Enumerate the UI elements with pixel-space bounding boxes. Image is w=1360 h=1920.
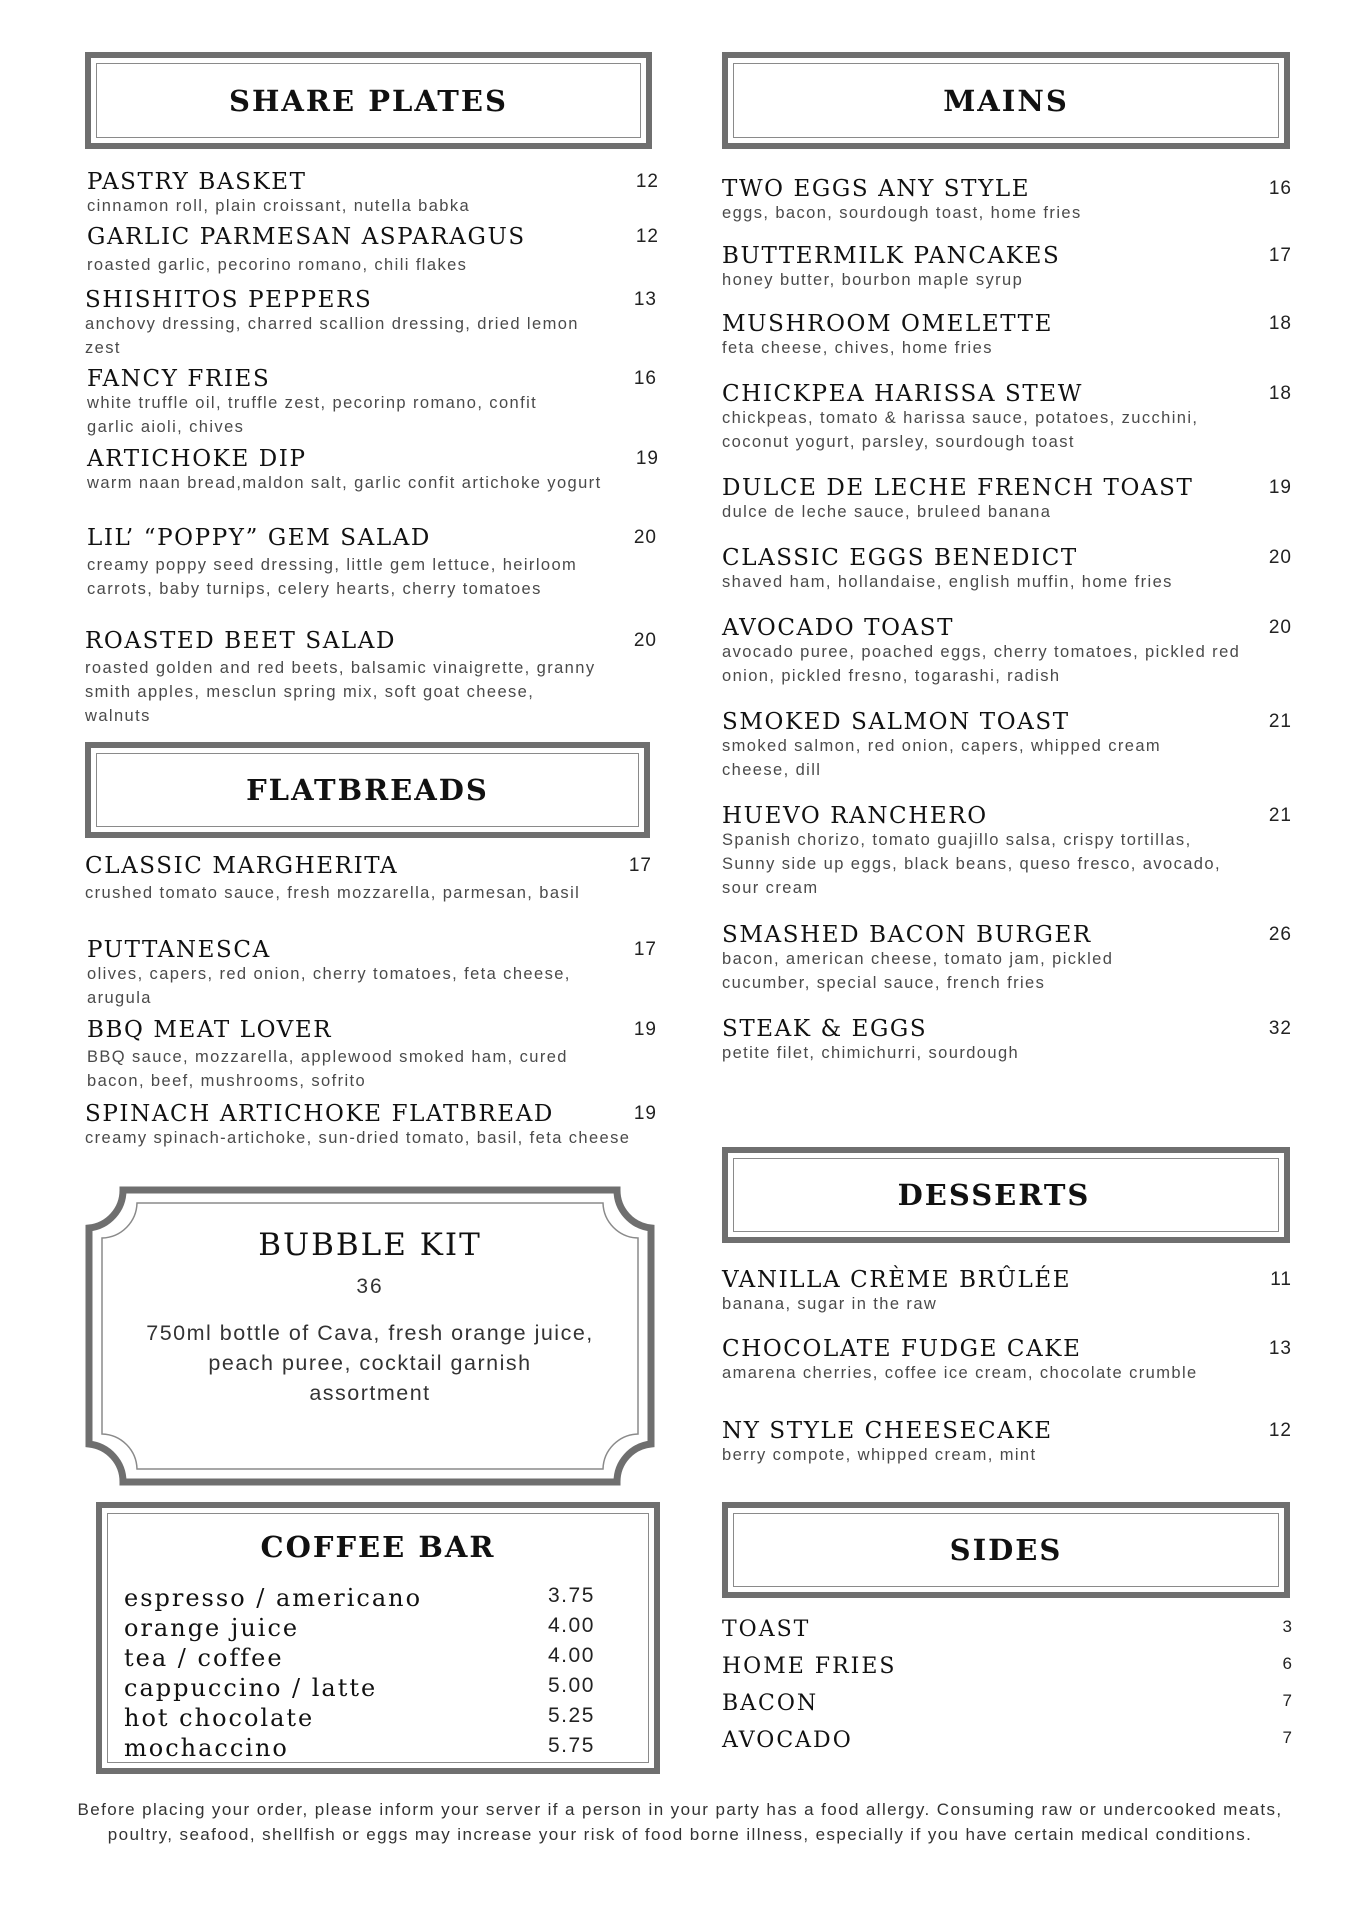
menu-item xyxy=(87,1016,657,1093)
item-description: petite filet, chimichurri, sourdough xyxy=(722,1044,1020,1062)
desserts-header xyxy=(722,1147,1290,1243)
bubble-kit-card xyxy=(85,1186,655,1486)
menu-item xyxy=(722,1417,1292,1467)
item-price: 12 xyxy=(1268,1420,1292,1441)
item-description: shaved ham, hollandaise, english muffin, home fries xyxy=(722,573,1173,591)
coffee-item xyxy=(124,1674,610,1704)
menu-item xyxy=(87,223,659,277)
side-item-name: TOAST xyxy=(722,1617,811,1642)
menu-item xyxy=(85,1100,657,1150)
item-description: white truffle oil, truffle zest, pecorinp romano, confit garlic aioli, chives xyxy=(87,394,538,436)
coffee-bar-card xyxy=(96,1502,660,1774)
item-price: 19 xyxy=(633,1103,657,1124)
coffee-item-name: mochaccino xyxy=(124,1734,289,1762)
share-plates-header xyxy=(85,52,652,149)
item-name: SMASHED BACON BURGER xyxy=(722,922,1092,948)
side-item-name: HOME FRIES xyxy=(722,1654,897,1679)
share-plates-title: SHARE PLATES xyxy=(229,83,508,118)
bubble-kit-title: BUBBLE KIT xyxy=(258,1227,482,1263)
item-name: SPINACH ARTICHOKE FLATBREAD xyxy=(85,1101,554,1127)
menu-item xyxy=(722,614,1292,688)
item-name: SHISHITOS PEPPERS xyxy=(85,287,373,313)
item-name: PUTTANESCA xyxy=(87,937,271,963)
item-name: HUEVO RANCHERO xyxy=(722,803,988,829)
item-description: Spanish chorizo, tomato guajillo salsa, crispy tortillas, Sunny side up eggs, black beans, queso fresco, avocado, sour cream xyxy=(722,831,1221,897)
item-name: TWO EGGS ANY STYLE xyxy=(722,176,1031,202)
coffee-item-price: 5.00 xyxy=(548,1674,595,1697)
item-price: 21 xyxy=(1268,711,1292,732)
menu-item xyxy=(85,286,657,360)
item-price: 17 xyxy=(633,939,657,960)
item-price: 19 xyxy=(1268,477,1292,498)
menu-item xyxy=(85,852,657,905)
item-price: 11 xyxy=(1270,1269,1292,1290)
coffee-item-name: tea / coffee xyxy=(124,1644,284,1672)
allergy-disclaimer: Before placing your order, please inform your server if a person in your party has a food allergy. Consuming raw or undercooked meats, poultry, seafood, shellfish or eggs may increase your risk of food borne illness, especially if you have certain medical conditions. xyxy=(77,1800,1283,1844)
coffee-item xyxy=(124,1704,610,1734)
item-description: feta cheese, chives, home fries xyxy=(722,339,993,357)
item-description: chickpeas, tomato & harissa sauce, potatoes, zucchini, coconut yogurt, parsley, sourdough toast xyxy=(722,409,1199,451)
item-name: NY STYLE CHEESECAKE xyxy=(722,1418,1053,1444)
side-item-price: 6 xyxy=(1282,1654,1292,1673)
item-description: amarena cherries, coffee ice cream, chocolate crumble xyxy=(722,1364,1198,1382)
item-name: VANILLA CRÈME BRÛLÉE xyxy=(722,1267,1072,1293)
mains-title: MAINS xyxy=(943,83,1069,118)
item-name: DULCE DE LECHE FRENCH TOAST xyxy=(722,475,1194,501)
side-item xyxy=(722,1728,1292,1758)
coffee-item xyxy=(124,1614,610,1644)
coffee-item-price: 4.00 xyxy=(548,1644,595,1667)
item-name: ROASTED BEET SALAD xyxy=(85,628,397,654)
sides-header xyxy=(722,1502,1290,1598)
item-price: 26 xyxy=(1268,924,1292,945)
item-name: CHICKPEA HARISSA STEW xyxy=(722,381,1083,407)
item-name: BBQ MEAT LOVER xyxy=(87,1017,333,1043)
item-name: AVOCADO TOAST xyxy=(722,615,955,641)
item-description: banana, sugar in the raw xyxy=(722,1295,938,1313)
side-item xyxy=(722,1617,1292,1647)
menu-item xyxy=(722,310,1292,360)
item-price: 20 xyxy=(633,630,657,651)
menu-item xyxy=(722,242,1292,292)
side-item-price: 7 xyxy=(1282,1691,1292,1710)
coffee-item xyxy=(124,1584,610,1614)
sides-title: SIDES xyxy=(949,1533,1063,1567)
item-price: 17 xyxy=(1268,245,1292,266)
item-description: warm naan bread,maldon salt, garlic confit artichoke yogurt xyxy=(87,474,602,492)
item-price: 17 xyxy=(628,855,652,876)
menu-item xyxy=(722,544,1292,594)
bubble-kit-price: 36 xyxy=(356,1275,384,1298)
menu-item xyxy=(722,175,1292,225)
item-description: roasted garlic, pecorino romano, chili flakes xyxy=(87,256,468,274)
item-price: 16 xyxy=(1268,178,1292,199)
item-price: 19 xyxy=(633,1019,657,1040)
item-description: eggs, bacon, sourdough toast, home fries xyxy=(722,204,1082,222)
item-name: PASTRY BASKET xyxy=(87,169,307,195)
item-price: 12 xyxy=(635,171,659,192)
item-description: avocado puree, poached eggs, cherry tomatoes, pickled red onion, pickled fresno, togarashi, radish xyxy=(722,643,1241,685)
item-description: honey butter, bourbon maple syrup xyxy=(722,271,1024,289)
item-name: CLASSIC MARGHERITA xyxy=(85,853,399,879)
item-name: CLASSIC EGGS BENEDICT xyxy=(722,545,1078,571)
menu-item xyxy=(87,445,659,495)
item-description: BBQ sauce, mozzarella, applewood smoked ham, cured bacon, beef, mushrooms, sofrito xyxy=(87,1048,568,1090)
item-description: berry compote, whipped cream, mint xyxy=(722,1446,1037,1464)
item-price: 12 xyxy=(635,226,659,247)
item-price: 13 xyxy=(1268,1338,1292,1359)
menu-item xyxy=(722,474,1292,524)
menu-item xyxy=(722,380,1292,454)
mains-header xyxy=(722,52,1290,149)
coffee-item-price: 5.25 xyxy=(548,1704,595,1727)
item-name: FANCY FRIES xyxy=(87,366,271,392)
item-name: MUSHROOM OMELETTE xyxy=(722,311,1053,337)
item-name: LIL’ “POPPY” GEM SALAD xyxy=(87,525,431,551)
menu-item xyxy=(87,365,657,439)
item-description: olives, capers, red onion, cherry tomatoes, feta cheese, arugula xyxy=(87,965,571,1007)
menu-item xyxy=(722,1266,1292,1316)
coffee-item-name: orange juice xyxy=(124,1614,300,1642)
item-name: BUTTERMILK PANCAKES xyxy=(722,243,1061,269)
item-description: smoked salmon, red onion, capers, whipped cream cheese, dill xyxy=(722,737,1162,779)
flatbreads-title: FLATBREADS xyxy=(246,773,489,807)
item-name: STEAK & EGGS xyxy=(722,1016,928,1042)
item-price: 20 xyxy=(1268,617,1292,638)
item-price: 20 xyxy=(1268,547,1292,568)
side-item-name: BACON xyxy=(722,1691,819,1716)
item-name: GARLIC PARMESAN ASPARAGUS xyxy=(87,224,526,250)
menu-item xyxy=(87,936,657,1010)
menu-item xyxy=(722,708,1292,782)
item-name: SMOKED SALMON TOAST xyxy=(722,709,1070,735)
item-price: 18 xyxy=(1268,383,1292,404)
menu-item xyxy=(722,802,1292,900)
coffee-item-price: 5.75 xyxy=(548,1734,595,1757)
side-item-price: 3 xyxy=(1282,1617,1292,1636)
coffee-bar-title: COFFEE BAR xyxy=(260,1530,496,1564)
item-description: roasted golden and red beets, balsamic vinaigrette, granny smith apples, mesclun spring mix, soft goat cheese, walnuts xyxy=(85,659,596,725)
item-price: 18 xyxy=(1268,313,1292,334)
item-price: 32 xyxy=(1268,1018,1292,1039)
coffee-item-price: 4.00 xyxy=(548,1614,595,1637)
menu-item xyxy=(722,921,1292,995)
menu-item xyxy=(87,168,659,218)
item-description: crushed tomato sauce, fresh mozzarella, parmesan, basil xyxy=(85,884,581,902)
side-item xyxy=(722,1654,1292,1684)
menu-item xyxy=(85,627,657,728)
coffee-item xyxy=(124,1644,610,1674)
flatbreads-header xyxy=(85,742,650,838)
item-name: ARTICHOKE DIP xyxy=(87,446,307,472)
item-description: creamy spinach-artichoke, sun-dried tomato, basil, feta cheese xyxy=(85,1129,631,1147)
item-name: CHOCOLATE FUDGE CAKE xyxy=(722,1336,1082,1362)
item-price: 13 xyxy=(633,289,657,310)
item-description: creamy poppy seed dressing, little gem lettuce, heirloom carrots, baby turnips, celery hearts, cherry tomatoes xyxy=(87,556,578,598)
item-price: 16 xyxy=(633,368,657,389)
item-description: bacon, american cheese, tomato jam, pickled cucumber, special sauce, french fries xyxy=(722,950,1114,992)
coffee-item-price: 3.75 xyxy=(548,1584,595,1607)
coffee-item-name: cappuccino / latte xyxy=(124,1674,378,1702)
bubble-kit-description: 750ml bottle of Cava, fresh orange juice, peach puree, cocktail garnish assortment xyxy=(146,1321,594,1405)
desserts-title: DESSERTS xyxy=(897,1178,1091,1212)
menu-item xyxy=(722,1335,1292,1385)
item-description: cinnamon roll, plain croissant, nutella babka xyxy=(87,197,471,215)
coffee-item-name: espresso / americano xyxy=(124,1584,423,1612)
item-description: anchovy dressing, charred scallion dressing, dried lemon zest xyxy=(85,315,579,357)
side-item-name: AVOCADO xyxy=(722,1728,853,1753)
item-price: 19 xyxy=(635,448,659,469)
item-price: 21 xyxy=(1268,805,1292,826)
menu-item xyxy=(722,1015,1292,1065)
menu-item xyxy=(87,524,657,601)
coffee-item xyxy=(124,1734,610,1764)
side-item xyxy=(722,1691,1292,1721)
item-price: 20 xyxy=(633,527,657,548)
coffee-item-name: hot chocolate xyxy=(124,1704,315,1732)
side-item-price: 7 xyxy=(1282,1728,1292,1747)
item-description: dulce de leche sauce, bruleed banana xyxy=(722,503,1052,521)
